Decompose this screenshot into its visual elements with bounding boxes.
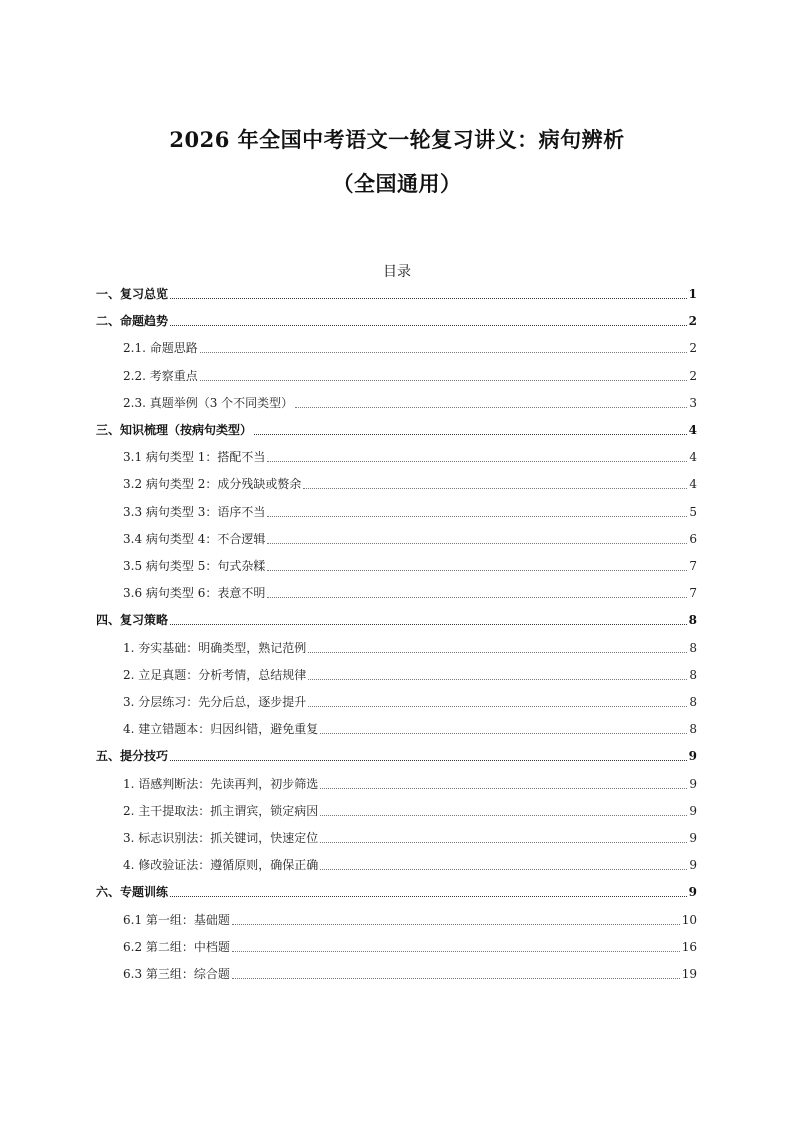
toc-entry-label: 6.3 第三组：综合题 (123, 967, 230, 981)
toc-subsection-entry[interactable] (123, 474, 697, 494)
toc-page-number: 7 (689, 559, 697, 573)
toc-page-number: 6 (689, 531, 697, 546)
toc-entry-label: 2.1. 命题思路 (123, 341, 198, 356)
toc-section-entry[interactable] (96, 610, 697, 630)
toc-entry-label: 3.2 病句类型 2：成分残缺或赘余 (123, 477, 302, 492)
toc-section-entry[interactable] (96, 311, 697, 331)
toc-entry-label: 6.1 第一组：基础题 (123, 912, 230, 927)
toc-subsection-entry[interactable] (123, 583, 697, 603)
toc-entry-label: 2. 主干提取法：抓主谓宾，锁定病因 (123, 803, 319, 818)
toc-subsection-entry[interactable] (123, 366, 697, 386)
toc-page-number: 8 (688, 613, 697, 628)
toc-subsection-entry[interactable] (123, 556, 697, 576)
toc-dot-leader (295, 406, 687, 408)
toc-dot-leader (320, 814, 687, 816)
toc-entry-label: 2. 立足真题：分析考情，总结规律 (123, 667, 307, 682)
toc-subsection-entry[interactable] (123, 502, 697, 522)
toc-subsection-entry[interactable] (123, 393, 697, 413)
toc-entry-label: 4. 修改验证法：遵循原则，确保正确 (123, 858, 319, 873)
toc-page-number: 16 (681, 939, 697, 954)
toc-entry-label: 四、复习策略 (96, 613, 169, 628)
toc-page-number: 2 (688, 314, 697, 329)
toc-subsection-entry[interactable] (123, 665, 697, 685)
toc-entry-label: 4. 建立错题本：归因纠错，避免重复 (123, 722, 319, 737)
toc-entry-label: 1. 语感判断法：先读再判，初步筛选 (123, 776, 319, 791)
toc-section-entry[interactable] (96, 420, 697, 440)
toc-page-number: 9 (689, 803, 697, 818)
toc-dot-leader (320, 841, 687, 843)
toc-page-number: 9 (689, 776, 697, 791)
toc-subsection-entry[interactable] (123, 801, 697, 821)
toc-dot-leader (303, 487, 687, 489)
toc-dot-leader (254, 433, 687, 435)
toc-entry-label: 2.2. 考察重点 (123, 368, 198, 383)
toc-page-number: 10 (681, 912, 697, 927)
toc-dot-leader (308, 651, 687, 653)
toc-page-number: 8 (689, 722, 697, 737)
toc-page-number: 4 (689, 477, 697, 492)
toc-dot-leader (320, 868, 687, 870)
toc-dot-leader (200, 379, 687, 381)
toc-entry-label: 3. 分层练习：先分后总，逐步提升 (123, 695, 307, 709)
toc-dot-leader (170, 297, 687, 299)
toc-page-number: 4 (689, 450, 697, 465)
toc-page-number: 9 (688, 749, 697, 764)
toc-dot-leader (320, 732, 687, 734)
toc-section-entry[interactable] (96, 882, 697, 902)
toc-page-number: 8 (689, 695, 697, 709)
toc-subsection-entry[interactable] (123, 338, 697, 358)
toc-entry-label: 二、命题趋势 (96, 314, 169, 329)
toc-dot-leader (170, 623, 687, 625)
toc-entry-label: 3.6 病句类型 6：表意不明 (123, 586, 266, 601)
toc-page-number: 7 (689, 586, 697, 601)
toc-dot-leader (232, 977, 680, 979)
toc-dot-leader (267, 460, 687, 462)
toc-entry-label: 六、专题训练 (96, 885, 169, 900)
toc-subsection-entry[interactable] (123, 828, 697, 848)
toc-page-number: 8 (689, 640, 697, 655)
toc-dot-leader (200, 351, 687, 353)
toc-dot-leader (267, 515, 687, 517)
toc-entry-label: 一、复习总览 (96, 287, 169, 301)
toc-entry-label: 2.3. 真题举例（3 个不同类型） (123, 395, 294, 410)
toc-page-number: 2 (689, 341, 697, 356)
document-subtitle: （全国通用） (332, 171, 462, 196)
toc-subsection-entry[interactable] (123, 692, 697, 712)
toc-entry-label: 3.1 病句类型 1：搭配不当 (123, 450, 266, 465)
toc-entry-label: 1. 夯实基础：明确类型，熟记范例 (123, 640, 307, 655)
toc-section-entry[interactable] (96, 284, 697, 304)
toc-entry-label: 3. 标志识别法：抓关键词，快速定位 (123, 831, 319, 845)
toc-section-entry[interactable] (96, 746, 697, 766)
toc-heading: 目录 (383, 264, 411, 280)
toc-page-number: 2 (689, 368, 697, 383)
toc-subsection-entry[interactable] (123, 529, 697, 549)
toc-entry-label: 6.2 第二组：中档题 (123, 939, 230, 954)
toc-page-number: 8 (689, 667, 697, 682)
toc-entry-label: 3.4 病句类型 4：不合逻辑 (123, 531, 266, 546)
toc-dot-leader (170, 324, 687, 326)
toc-entry-label: 三、知识梳理（按病句类型） (96, 423, 253, 437)
toc-subsection-entry[interactable] (123, 638, 697, 658)
toc-subsection-entry[interactable] (123, 937, 697, 957)
toc-dot-leader (267, 596, 687, 598)
toc-dot-leader (232, 923, 680, 925)
toc-page-number: 5 (689, 504, 697, 519)
document-title: 2026 年全国中考语文一轮复习讲义：病句辨析 (169, 127, 625, 152)
toc-dot-leader (308, 705, 687, 707)
toc-dot-leader (267, 542, 687, 544)
toc-dot-leader (320, 787, 687, 789)
toc-page-number: 9 (689, 831, 697, 845)
toc-page-number: 9 (689, 858, 697, 873)
toc-dot-leader (308, 678, 687, 680)
toc-subsection-entry[interactable] (123, 910, 697, 930)
toc-page-number: 3 (689, 395, 697, 410)
toc-page-number: 4 (688, 423, 697, 437)
toc-dot-leader (170, 895, 687, 897)
toc-entry-label: 3.5 病句类型 5：句式杂糅 (123, 559, 266, 573)
toc-page-number: 9 (688, 885, 697, 900)
toc-entry-label: 3.3 病句类型 3：语序不当 (123, 504, 266, 519)
toc-page-number: 19 (681, 967, 697, 981)
toc-subsection-entry[interactable] (123, 855, 697, 875)
toc-subsection-entry[interactable] (123, 719, 697, 739)
toc-dot-leader (170, 759, 687, 761)
toc-subsection-entry[interactable] (123, 774, 697, 794)
toc-subsection-entry[interactable] (123, 447, 697, 467)
toc-dot-leader (267, 569, 687, 571)
toc-subsection-entry[interactable] (123, 964, 697, 984)
toc-entry-label: 五、提分技巧 (96, 749, 169, 764)
toc-dot-leader (232, 950, 680, 952)
toc-page-number: 1 (688, 287, 697, 301)
